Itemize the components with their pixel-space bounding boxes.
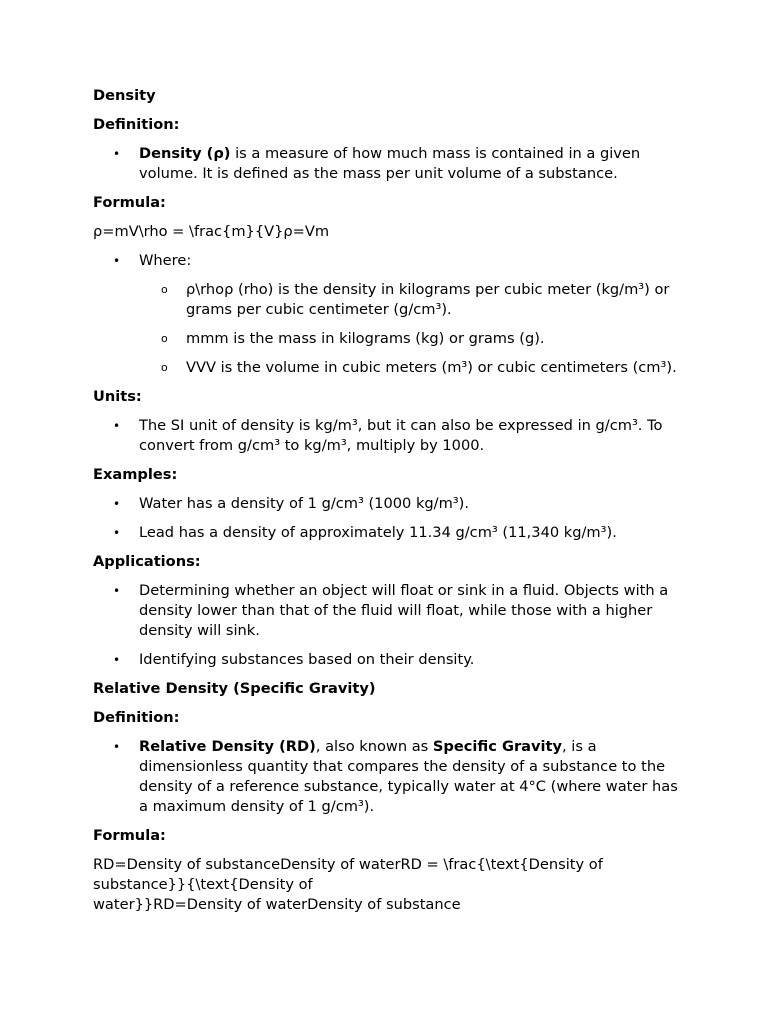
example-lead: Lead has a density of approximately 11.34 g/cm³ (11,340 kg/m³).: [139, 524, 617, 541]
rd-formula: [93, 855, 683, 915]
variable-mass: mmm is the mass in kilograms (kg) or grams (g).: [186, 330, 545, 347]
term-relative-density: Relative Density (RD): [139, 738, 316, 755]
application-identify: Identifying substances based on their density.: [139, 651, 475, 668]
rd-text-1: , also known as: [315, 738, 433, 755]
density-formula: ρ=mV\rho = \frac{m}{V}ρ=Vm: [93, 223, 330, 240]
rd-formula-heading: Formula:: [93, 827, 166, 844]
rd-text-2: , is a dimensionless quantity that compares the density of a substance to the density of a reference substance, typically water at 4°C (where water has a maximum density of 1 g/cm³).: [139, 738, 678, 815]
bullet-icon: •: [113, 419, 121, 433]
term-density: Density (ρ): [139, 145, 231, 162]
examples-heading: Examples:: [93, 466, 178, 483]
list-item: [93, 581, 683, 641]
units-list: [93, 416, 683, 456]
list-item: [93, 416, 683, 456]
variable-list: [139, 280, 683, 378]
applications-list: [93, 581, 683, 670]
rd-definition-list: [93, 737, 683, 817]
list-item: [93, 650, 683, 670]
bullet-icon: •: [113, 740, 121, 754]
list-item: [93, 737, 683, 817]
rd-formula-line-2: water}}RD=Density of waterDensity of substance: [93, 896, 461, 913]
section-title-density: Density: [93, 87, 156, 104]
bullet-icon: •: [113, 497, 121, 511]
bullet-icon: •: [113, 526, 121, 540]
list-item: [93, 523, 683, 543]
definition-text: is a measure of how much mass is contained in a given volume. It is defined as the mass per unit volume of a substance.: [139, 145, 641, 182]
document-body: [93, 86, 683, 924]
list-item: [139, 280, 683, 320]
rd-definition-heading: Definition:: [93, 709, 180, 726]
sub-bullet-icon: o: [161, 361, 168, 374]
sub-bullet-icon: o: [161, 332, 168, 345]
example-water: Water has a density of 1 g/cm³ (1000 kg/m³).: [139, 495, 469, 512]
units-heading: Units:: [93, 388, 142, 405]
list-item: [93, 494, 683, 514]
bullet-icon: •: [113, 584, 121, 598]
rd-formula-line-1: RD=Density of substanceDensity of waterRD = \frac{\text{Density of substance}}{\text{Density of: [93, 856, 603, 893]
variable-volume: VVV is the volume in cubic meters (m³) or cubic centimeters (cm³).: [186, 359, 677, 376]
section-title-relative-density: Relative Density (Specific Gravity): [93, 680, 376, 697]
bullet-icon: •: [113, 653, 121, 667]
list-item: [139, 329, 683, 349]
list-item: [93, 144, 683, 184]
list-item: [139, 358, 683, 378]
definition-heading: Definition:: [93, 116, 180, 133]
definition-list: [93, 144, 683, 184]
formula-heading: Formula:: [93, 194, 166, 211]
list-item: [93, 251, 683, 378]
bullet-icon: •: [113, 254, 121, 268]
sub-bullet-icon: o: [161, 283, 168, 296]
where-label: Where:: [139, 252, 192, 269]
term-specific-gravity: Specific Gravity: [432, 738, 562, 755]
units-text: The SI unit of density is kg/m³, but it can also be expressed in g/cm³. To convert from g/cm³ to kg/m³, multiply by 1000.: [139, 417, 663, 454]
where-list: [93, 251, 683, 378]
applications-heading: Applications:: [93, 553, 201, 570]
examples-list: [93, 494, 683, 543]
variable-rho: ρ\rhoρ (rho) is the density in kilograms per cubic meter (kg/m³) or grams per cubic centimeter (g/cm³).: [186, 281, 670, 318]
application-float: Determining whether an object will float or sink in a fluid. Objects with a density lower than that of the fluid will float, while those with a higher density will sink.: [139, 582, 669, 639]
bullet-icon: •: [113, 147, 121, 161]
